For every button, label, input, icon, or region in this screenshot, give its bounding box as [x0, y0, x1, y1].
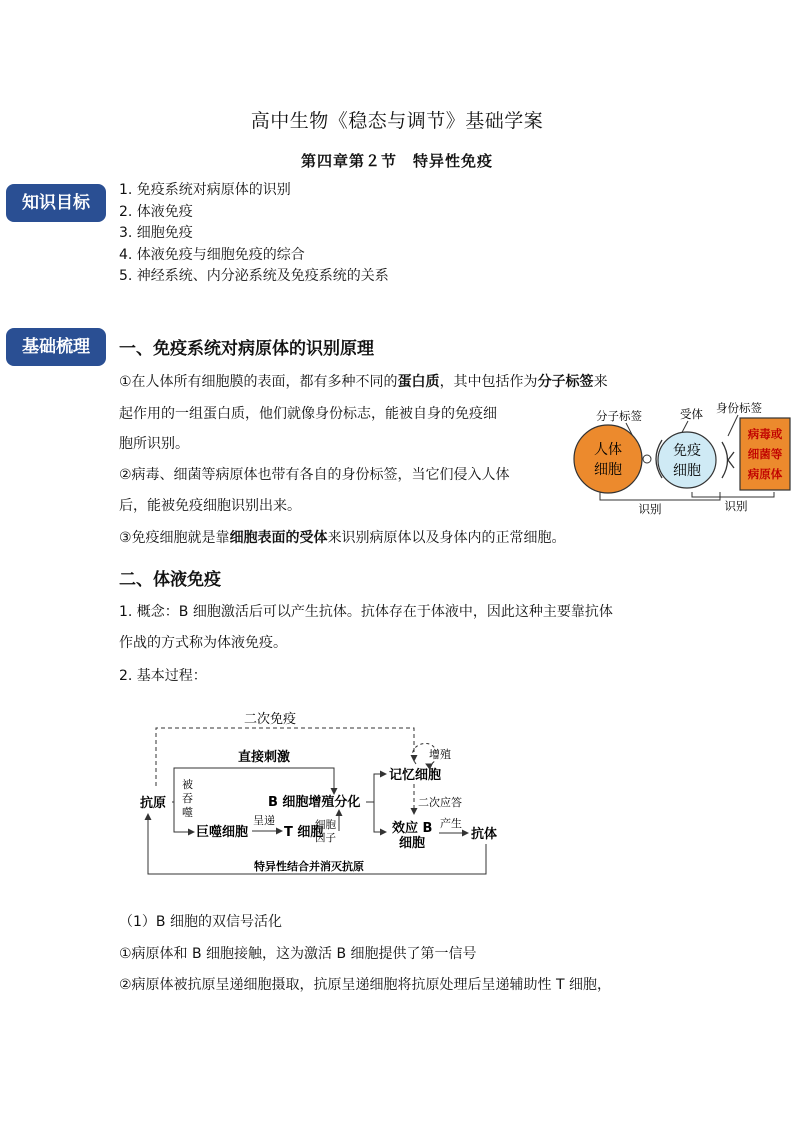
to-memory-arrow	[366, 774, 386, 802]
immune-cell-label-1: 免疫	[673, 443, 701, 459]
receptor-arc-right	[722, 442, 728, 478]
section2-heading: 二、体液免疫	[119, 570, 221, 590]
b-cell-proliferation-node: B 细胞增殖分化	[268, 795, 361, 810]
human-cell-shape	[574, 425, 642, 493]
pathogen-label-2: 细菌等	[747, 447, 783, 461]
first-signal-text: ①病原体和 B 细胞接触，这为激活 B 细胞提供了第一信号	[119, 946, 477, 962]
keyword-surface-receptor: 细胞表面的受体	[229, 530, 328, 546]
section1-paragraph-2-line1: ②病毒、细菌等病原体也带有各自的身份标签，当它们侵入人体	[119, 467, 510, 483]
section1-paragraph-1-line3: 胞所识别。	[119, 436, 189, 452]
effector-b-label-1: 效应 B	[392, 821, 433, 836]
immune-cell-shape	[658, 432, 716, 488]
section1-paragraph-3: ③免疫细胞就是靠细胞表面的受体来识别病原体以及身体内的正常细胞。	[119, 530, 566, 546]
identity-tag-label: 身份标签	[716, 401, 762, 415]
recognize-label-1: 识别	[638, 502, 662, 516]
molecular-tag-shape	[643, 455, 651, 463]
t-cell-node: T 细胞	[284, 825, 324, 840]
receptor-label: 受体	[680, 407, 703, 421]
humoral-process-diagram	[134, 706, 504, 878]
objectives-list	[119, 180, 389, 288]
objective-item: 3. 细胞免疫	[119, 225, 193, 241]
identity-tag-pointer	[728, 415, 738, 436]
section1-paragraph-2-line2: 后，能被免疫细胞识别出来。	[119, 498, 301, 514]
identity-tag-shape	[728, 452, 734, 468]
objective-item: 2. 体液免疫	[119, 203, 193, 220]
concept-line-1: 1. 概念：B 细胞激活后可以产生抗体。抗体存在于体液中，因此这种主要靠抗体	[119, 604, 613, 620]
tag-basic-review: 基础梳理	[6, 328, 106, 366]
keyword-protein: 蛋白质	[397, 374, 440, 390]
second-signal-text: ②病原体被抗原呈递细胞摄取，抗原呈递细胞将抗原处理后呈递辅助性 T 细胞，	[119, 977, 612, 993]
pathogen-label-3: 病原体	[747, 467, 783, 481]
recognize-bracket-1	[600, 492, 720, 500]
effector-b-label-2: 细胞	[399, 836, 426, 851]
secondary-response-label: 二次应答	[418, 796, 462, 809]
objective-item: 4. 体液免疫与细胞免疫的综合	[119, 246, 305, 263]
cytokine-label-1: 细胞	[315, 819, 336, 831]
engulfed-label-2: 吞	[182, 792, 193, 805]
produce-label: 产生	[440, 817, 462, 830]
antigen-node: 抗原	[140, 796, 167, 811]
proliferate-label: 增殖	[429, 748, 451, 761]
page-title: 高中生物《稳态与调节》基础学案	[250, 110, 544, 132]
recognize-label-2: 识别	[724, 499, 748, 513]
memory-cell-node: 记忆细胞	[389, 768, 442, 783]
section1-paragraph-1-line2: 起作用的一组蛋白质，他们就像身份标志，能被自身的免疫细	[119, 406, 497, 422]
antibody-node: 抗体	[471, 827, 498, 842]
recognition-figure	[568, 398, 794, 516]
engulfed-label-1: 被	[182, 778, 193, 791]
objective-item: 5. 神经系统、内分泌系统及免疫系统的关系	[119, 268, 389, 284]
secondary-immunity-label: 二次免疫	[244, 712, 297, 727]
macrophage-node: 巨噬细胞	[196, 825, 249, 840]
section1-heading: 一、免疫系统对病原体的识别原理	[119, 339, 374, 359]
human-cell-label-2: 细胞	[594, 462, 622, 478]
b-cell-activation-heading: （1）B 细胞的双信号活化	[119, 914, 282, 930]
recognize-bracket-2	[692, 492, 774, 497]
cytokine-label-2: 因子	[315, 832, 336, 844]
keyword-molecular-tag: 分子标签	[537, 374, 594, 390]
molecular-tag-label: 分子标签	[596, 409, 642, 423]
eliminate-antigen-label: 特异性结合并消灭抗原	[254, 860, 364, 873]
tag-knowledge-objectives: 知识目标	[6, 184, 106, 222]
pathogen-label-1: 病毒或	[747, 427, 783, 441]
concept-line-2: 作战的方式称为体液免疫。	[119, 635, 287, 651]
present-label: 呈递	[253, 814, 275, 827]
section-subtitle: 第四章第２节 特异性免疫	[300, 152, 493, 170]
to-effector-arrow	[374, 802, 386, 832]
section1-paragraph-1: ①在人体所有细胞膜的表面，都有多种不同的蛋白质，其中包括作为分子标签来	[119, 374, 608, 390]
immune-cell-label-2: 细胞	[673, 463, 701, 479]
objective-item: 1. 免疫系统对病原体的识别	[119, 182, 291, 198]
direct-stimulation-label: 直接刺激	[238, 750, 291, 765]
process-label: 2. 基本过程：	[119, 668, 207, 684]
human-cell-label-1: 人体	[594, 442, 622, 458]
engulfed-label-3: 噬	[182, 806, 193, 819]
